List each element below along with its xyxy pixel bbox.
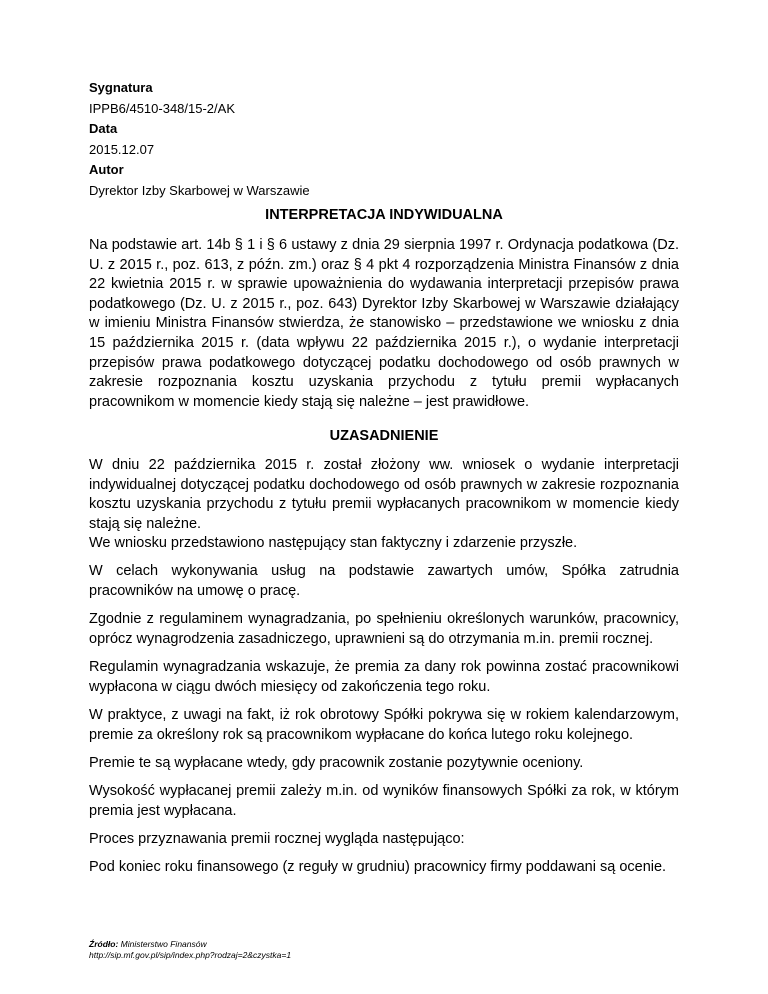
sygnatura-value: IPPB6/4510-348/15-2/AK — [89, 100, 235, 116]
body-paragraph: Zgodnie z regulaminem wynagradzania, po spełnieniu określonych warunków, pracownicy, oprócz wynagrodzenia zasadniczego, uprawnieni są do otrzymania m.in. premii rocznej. — [89, 611, 679, 647]
sygnatura-label: Sygnatura — [89, 80, 153, 95]
body-paragraph: We wniosku przedstawiono następujący stan faktyczny i zdarzenie przyszłe. — [89, 535, 578, 551]
data-label: Data — [89, 121, 118, 136]
heading-uzasadnienie: UZASADNIENIE — [329, 428, 439, 444]
body-paragraph: W celach wykonywania usług na podstawie zawartych umów, Spółka zatrudnia pracowników na umowę o pracę. — [89, 563, 679, 599]
data-value: 2015.12.07 — [89, 141, 155, 157]
footer-source — [89, 939, 291, 961]
body-paragraph: Proces przyznawania premii rocznej wygląda następująco: — [89, 831, 465, 847]
source-label: Źródło: — [89, 939, 119, 949]
body-paragraph: Premie te są wypłacane wtedy, gdy pracownik zostanie pozytywnie oceniony. — [89, 755, 584, 771]
autor-label: Autor — [89, 162, 124, 177]
body-paragraph: W praktyce, z uwagi na fakt, iż rok obrotowy Spółki pokrywa się w rokiem kalendarzowym, premie za określony rok są pracownikom wypłacane do końca lutego roku kolejnego. — [89, 707, 679, 743]
source-value: Ministerstwo Finansów — [118, 939, 207, 949]
autor-value: Dyrektor Izby Skarbowej w Warszawie — [89, 182, 310, 198]
intro-paragraph: Na podstawie art. 14b § 1 i § 6 ustawy z dnia 29 sierpnia 1997 r. Ordynacja podatkowa (Dz. U. z 2015 r., poz. 613, z późn. zm.) oraz § 4 pkt 4 rozporządzenia Ministra Finansów z dnia 22 kwietnia 2015 r. w sprawie upoważnienia do wydawania interpretacji przepisów prawa podatkowego (Dz. U. z 2015 r., poz. 643) Dyrektor Izby Skarbowej w Warszawie działający w imieniu Ministra Finansów stwierdza, że stanowisko – przedstawione we wniosku z dnia 15 października 2015 r. (data wpływu 22 października 2015 r.), o wydanie interpretacji przepisów prawa podatkowego dotyczącej podatku dochodowego od osób prawnych w zakresie rozpoznania kosztu uzyskania przychodu z tytułu premii wypłacanych pracownikom w momencie kiedy stają się należne – jest prawidłowe. — [89, 237, 679, 410]
body-paragraph: Wysokość wypłacanej premii zależy m.in. od wyników finansowych Spółki za rok, w którym premia jest wypłacana. — [89, 783, 679, 819]
metadata-block — [89, 78, 689, 201]
source-url: http://sip.mf.gov.pl/sip/index.php?rodzaj=2&czystka=1 — [89, 950, 292, 960]
body-paragraph: W dniu 22 października 2015 r. został złożony ww. wniosek o wydanie interpretacji indywidualnej dotyczącej podatku dochodowego od osób prawnych w zakresie rozpoznania kosztu uzyskania przychodu z tytułu premii wypłacanych pracownikom w momencie kiedy stają się należne. — [89, 457, 679, 532]
body-paragraph: Regulamin wynagradzania wskazuje, że premia za dany rok powinna zostać pracownikowi wypłacona w ciągu dwóch miesięcy od zakończenia tego roku. — [89, 659, 679, 695]
heading-interpretacja: INTERPRETACJA INDYWIDUALNA — [265, 207, 503, 223]
body-paragraph: Pod koniec roku finansowego (z reguły w grudniu) pracownicy firmy poddawani są ocenie. — [89, 859, 667, 875]
